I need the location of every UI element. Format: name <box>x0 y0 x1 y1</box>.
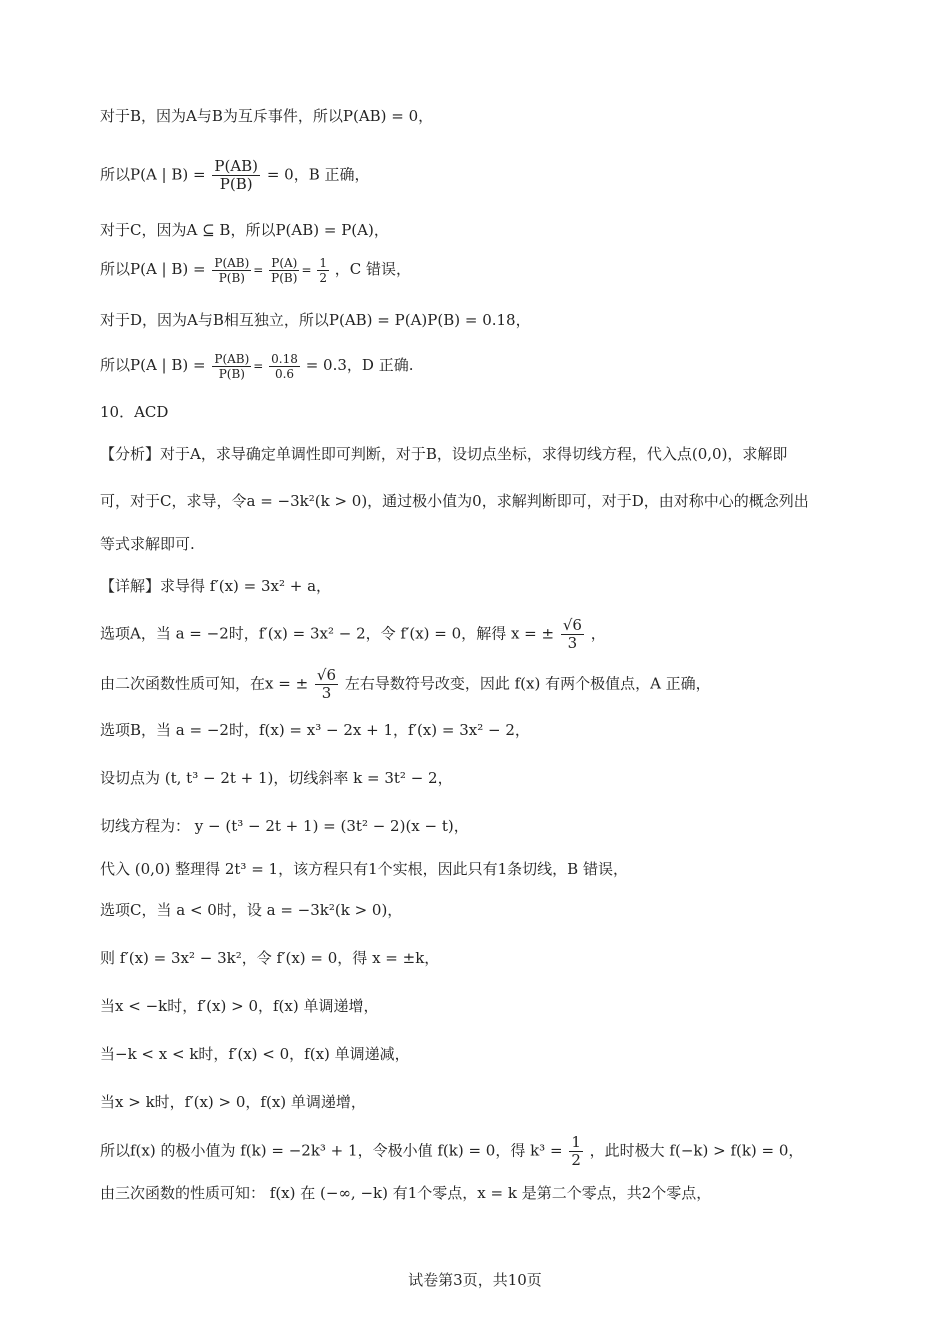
line-20: 当x < −k时，f′(x) > 0，f(x) 单调递增， <box>100 997 379 1015</box>
line-19: 则 f′(x) = 3x² − 3k²，令 f′(x) = 0，得 x = ±k， <box>100 949 440 967</box>
line-3: 对于C，因为A ⊆ B，所以P(AB) = P(A)， <box>100 221 389 239</box>
fraction: $\frac{1}{2}$ <box>571 1133 581 1169</box>
fraction: $\frac{P(AB)}{P(B)}$ <box>214 256 250 285</box>
line-11: 【详解】求导得 f′(x) = 3x² + a， <box>100 577 332 595</box>
fraction: $\frac{P(AB)}{P(B)}$ <box>214 352 250 381</box>
line-24: 由三次函数的性质可知： f(x) 在 (−∞, −k) 有1个零点，x = k 是第二个零点，共2个零点， <box>100 1184 712 1202</box>
line-9: 可，对于C，求导，令a = −3k²(k > 0)，通过极小值为0，求解判断即可，对于D，由对称中心的概念列出 <box>100 492 809 510</box>
line-1: 对于B，因为A与B为互斥事件，所以P(AB) = 0， <box>100 107 434 125</box>
fraction: $\frac{P(A)}{P(B)}$ <box>271 256 298 285</box>
line-21: 当−k < x < k时，f′(x) < 0，f(x) 单调递减， <box>100 1045 410 1063</box>
line-16: 切线方程为： y − (t³ − 2t + 1) = (3t² − 2)(x − t)， <box>100 817 469 835</box>
line-12: 选项A，当 a = −2时，f′(x) = 3x² − 2，令 f′(x) = 0，解得 x = ± $\frac{√6}{3}$ ， <box>100 616 606 652</box>
page-footer: 试卷第3页，共10页 <box>408 1271 542 1289</box>
line-15: 设切点为 (t, t³ − 2t + 1)，切线斜率 k = 3t² − 2， <box>100 769 453 787</box>
line-17: 代入 (0,0) 整理得 2t³ = 1，该方程只有1个实根，因此只有1条切线，B 错误， <box>100 860 628 878</box>
fraction: $\frac{√6}{3}$ <box>316 666 337 702</box>
line-14: 选项B，当 a = −2时，f(x) = x³ − 2x + 1，f′(x) = 3x² − 2， <box>100 721 530 739</box>
line-8: 【分析】对于A，求导确定单调性即可判断，对于B，设切点坐标，求得切线方程，代入点(0,0)，求解即 <box>100 445 788 463</box>
fraction: $\frac{1}{2}$ <box>319 256 327 285</box>
line-4: 所以P(A | B) = $\frac{P(AB)}{P(B)}$ = $\frac{P(A)}{P(B)}$ = $\frac{1}{2}$ ，C 错误， <box>100 256 412 285</box>
line-5: 对于D，因为A与B相互独立，所以P(AB) = P(A)P(B) = 0.18， <box>100 311 531 329</box>
fraction: $\frac{√6}{3}$ <box>562 616 582 652</box>
fraction: $\frac{P(AB)}{P(B)}$ <box>214 157 259 193</box>
line-23: 所以f(x) 的极小值为 f(k) = −2k³ + 1，令极小值 f(k) = 0，得 k³ = $\frac{1}{2}$ ，此时极大 f(−k) > f(k) = 0， <box>100 1133 804 1169</box>
line-22: 当x > k时，f′(x) > 0，f(x) 单调递增， <box>100 1093 366 1111</box>
line-7: 10．ACD <box>100 403 169 421</box>
line-10: 等式求解即可. <box>100 535 195 553</box>
line-13: 由二次函数性质可知，在x = ± $\frac{√6}{3}$ 左右导数符号改变，因此 f(x) 有两个极值点，A 正确， <box>100 666 711 702</box>
line-6: 所以P(A | B) = $\frac{P(AB)}{P(B)}$ = $\frac{0.18}{0.6}$ = 0.3，D 正确. <box>100 352 414 381</box>
line-18: 选项C，当 a < 0时，设 a = −3k²(k > 0)， <box>100 901 403 919</box>
line-2: 所以P(A | B) = $\frac{P(AB)}{P(B)}$ = 0，B 正确， <box>100 157 370 193</box>
fraction: $\frac{0.18}{0.6}$ <box>271 352 298 381</box>
